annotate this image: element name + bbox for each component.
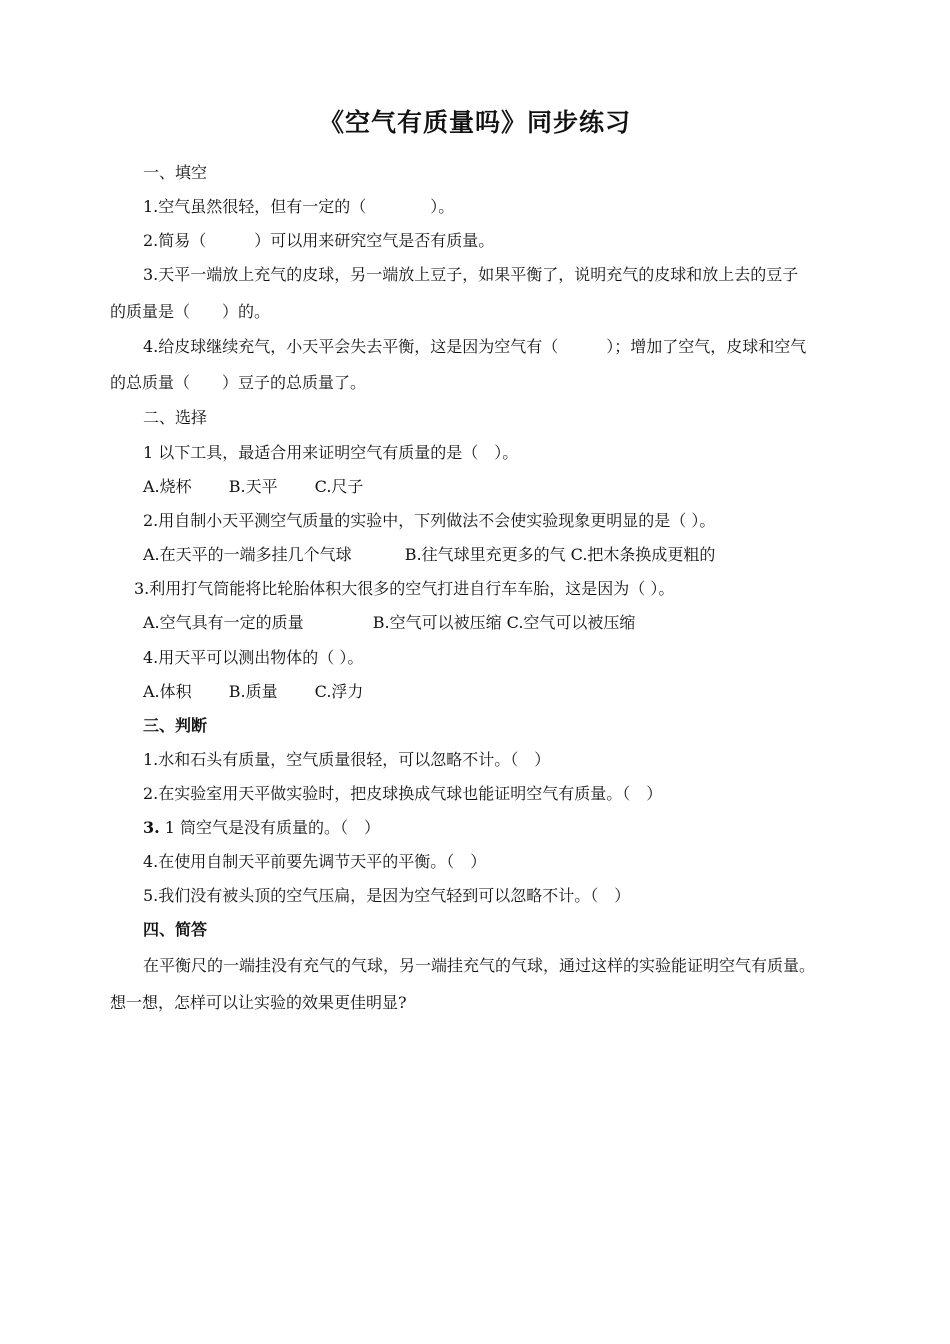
judge-question-1: 1.水和石头有质量，空气质量很轻，可以忽略不计。（ ） <box>143 750 551 769</box>
section-heading-judge: 三、判断 <box>143 716 208 735</box>
choice-question-3-options: A.空气具有一定的质量 B.空气可以被压缩 C.空气可以被压缩 <box>143 613 636 632</box>
section-heading-short-answer: 四、简答 <box>143 920 208 939</box>
section-heading-choice: 二、选择 <box>143 408 208 427</box>
short-answer-line-1: 在平衡尺的一端挂没有充气的气球，另一端挂充气的气球，通过这样的实验能证明空气有质量。 <box>143 956 816 975</box>
fill-question-4-line-1: 4.给皮球继续充气，小天平会失去平衡，这是因为空气有（ ）；增加了空气，皮球和空气 <box>143 337 807 356</box>
judge-question-3-text: 1 筒空气是没有质量的。（ ） <box>159 818 381 837</box>
fill-question-3-line-1: 3.天平一端放上充气的皮球，另一端放上豆子，如果平衡了，说明充气的皮球和放上去的豆子 <box>143 265 799 284</box>
judge-question-5: 5.我们没有被头顶的空气压扁，是因为空气轻到可以忽略不计。（ ） <box>143 886 631 905</box>
choice-question-3: 3.利用打气筒能将比轮胎体积大很多的空气打进自行车车胎，这是因为（ ）。 <box>134 579 675 598</box>
judge-question-3 <box>143 818 380 838</box>
page-title: 《空气有质量吗》同步练习 <box>318 108 631 137</box>
choice-question-4-options: A.体积 B.质量 C.浮力 <box>143 682 364 701</box>
fill-question-2: 2.简易（ ）可以用来研究空气是否有质量。 <box>143 231 495 250</box>
judge-question-3-number: 3. <box>143 818 160 837</box>
short-answer-line-2: 想一想，怎样可以让实验的效果更佳明显? <box>110 993 407 1012</box>
choice-question-2-options: A.在天平的一端多挂几个气球 B.往气球里充更多的气 C.把木条换成更粗的 <box>143 545 716 564</box>
section-heading-fill-blank: 一、填空 <box>143 163 208 182</box>
fill-question-3-line-2: 的质量是（ ）的。 <box>110 302 271 321</box>
choice-question-4: 4.用天平可以测出物体的（ ）。 <box>143 648 364 667</box>
choice-question-1: 1 以下工具，最适合用来证明空气有质量的是（ ）。 <box>143 443 519 462</box>
choice-question-2: 2.用自制小天平测空气质量的实验中，下列做法不会使实验现象更明显的是（ ）。 <box>143 511 716 530</box>
fill-question-4-line-2: 的总质量（ ）豆子的总质量了。 <box>110 373 367 392</box>
fill-question-1: 1.空气虽然很轻，但有一定的（ ）。 <box>143 197 455 216</box>
judge-question-2: 2.在实验室用天平做实验时，把皮球换成气球也能证明空气有质量。（ ） <box>143 784 663 803</box>
choice-question-1-options: A.烧杯 B.天平 C.尺子 <box>143 477 364 496</box>
judge-question-4: 4.在使用自制天平前要先调节天平的平衡。（ ） <box>143 852 487 871</box>
